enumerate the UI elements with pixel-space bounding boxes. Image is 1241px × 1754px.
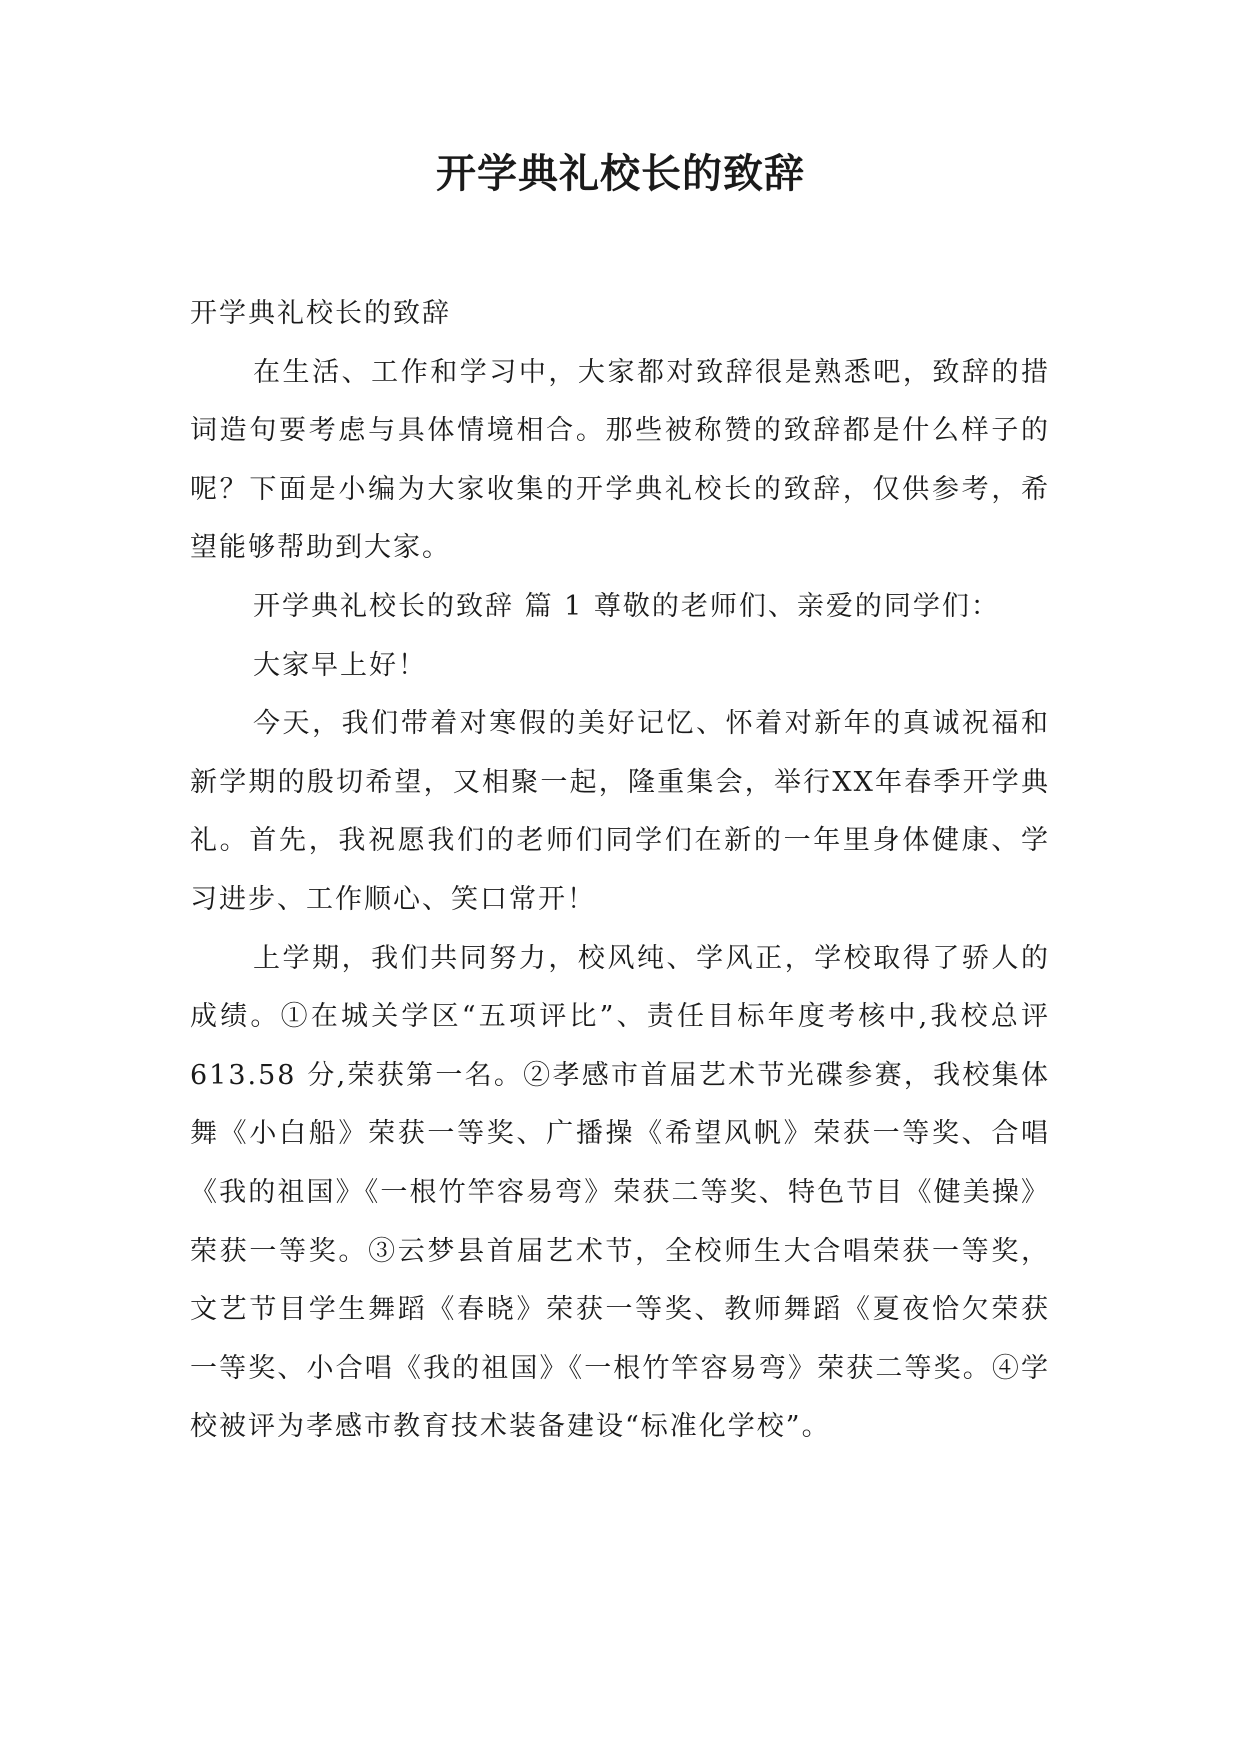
paragraph-intro: 在生活、工作和学习中，大家都对致辞很是熟悉吧，致辞的措词造句要考虑与具体情境相合。那些被称赞的致辞都是什么样子的呢？下面是小编为大家收集的开学典礼校长的致辞，仅供参考，希望能够帮助到大家。 xyxy=(190,356,1050,564)
document-body xyxy=(190,285,1050,1457)
paragraph-achievements: 上学期，我们共同努力，校风纯、学风正，学校取得了骄人的成绩。①在城关学区“五项评比”、责任目标年度考核中,我校总评 613.58 分,荣获第一名。②孝感市首届艺术节光碟参赛，我校集体舞《小白船》荣获一等奖、广播操《希望风帆》荣获一等奖、合唱《我的祖国》《一根竹竿容易弯》荣获二等奖、特色节目《健美操》荣获一等奖。③云梦县首届艺术节，全校师生大合唱荣获一等奖，文艺节目学生舞蹈《春晓》荣获一等奖、教师舞蹈《夏夜恰欠荣获一等奖、小合唱《我的祖国》《一根竹竿容易弯》荣获二等奖。④学校被评为孝感市教育技术装备建设“标准化学校”。 xyxy=(190,942,1050,1443)
paragraph-greeting: 大家早上好！ xyxy=(253,649,427,681)
document-title: 开学典礼校长的致辞 xyxy=(436,150,805,197)
paragraph-salutation: 开学典礼校长的致辞 篇 1 尊敬的老师们、亲爱的同学们： xyxy=(253,590,1000,622)
paragraph-opening: 今天，我们带着对寒假的美好记忆、怀着对新年的真诚祝福和新学期的殷切希望，又相聚一起，隆重集会，举行XX年春季开学典礼。首先，我祝愿我们的老师们同学们在新的一年里身体健康、学习进步、工作顺心、笑口常开！ xyxy=(190,708,1050,915)
paragraph-heading: 开学典礼校长的致辞 xyxy=(190,298,451,329)
